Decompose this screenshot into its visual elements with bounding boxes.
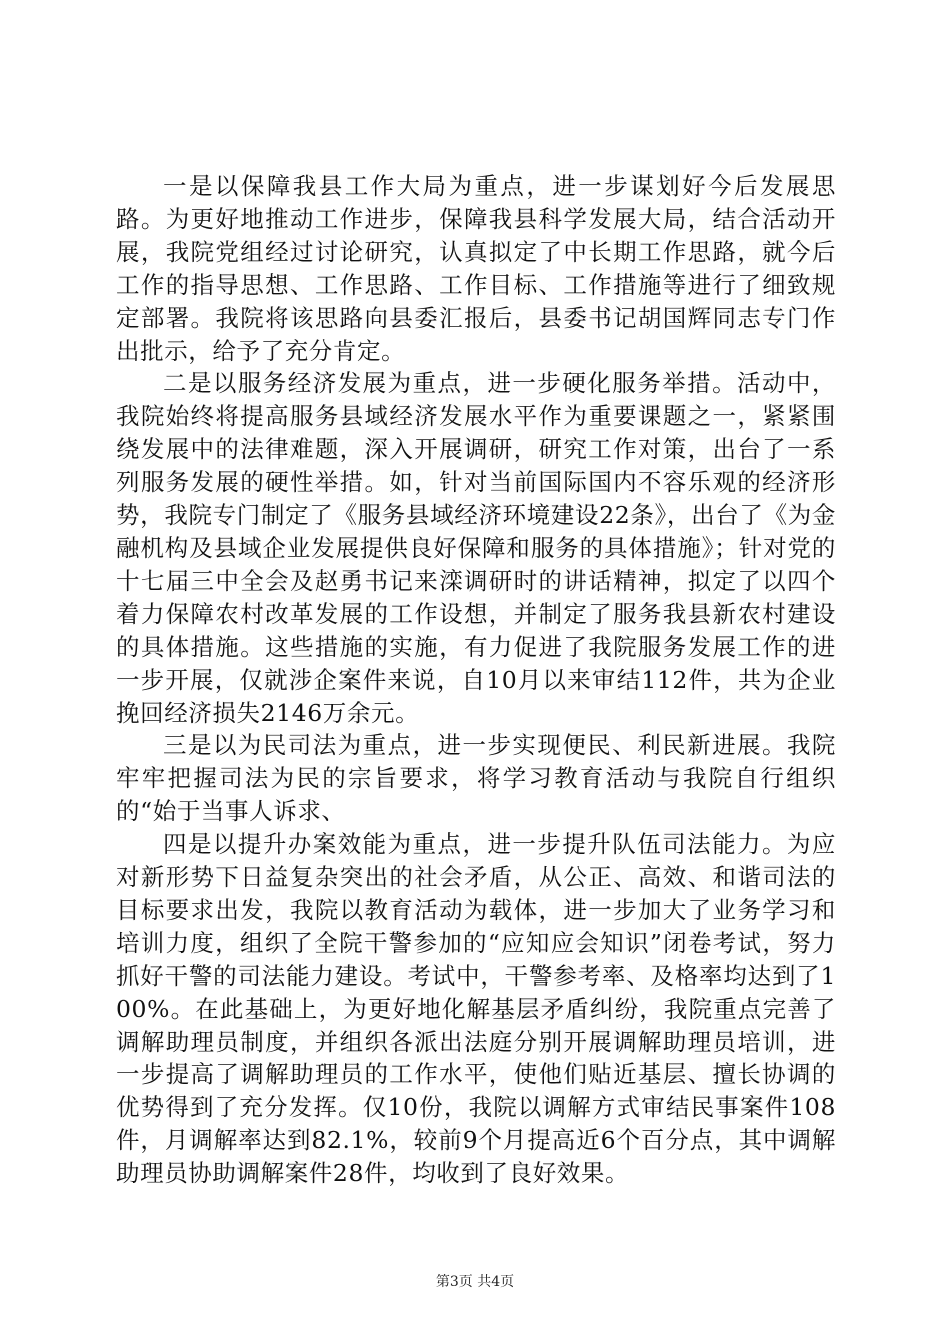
page-footer	[0, 1272, 950, 1292]
paragraph-4: 四是以提升办案效能为重点，进一步提升队伍司法能力。为应对新形势下日益复杂突出的社会矛盾，从公正、高效、和谐司法的目标要求出发，我院以教育活动为载体，进一步加大了业务学习和培训力度，组织了全院干警参加的“应知应会知识”闭卷考试，努力抓好干警的司法能力建设。考试中，干警参考率、及格率均达到了100%。在此基础上，为更好地化解基层矛盾纠纷，我院重点完善了调解助理员制度，并组织各派出法庭分别开展调解助理员培训，进一步提高了调解助理员的工作水平，使他们贴近基层、擅长协调的优势得到了充分发挥。仅10份，我院以调解方式审结民事案件108件，月调解率达到82.1%，较前9个月提高近6个百分点，其中调解助理员协助调解案件28件，均收到了良好效果。	[116, 830, 836, 1188]
page-number: 第3页	[435, 1274, 473, 1290]
document-body	[116, 170, 836, 1190]
paragraph-3: 三是以为民司法为重点，进一步实现便民、利民新进展。我院牢牢把握司法为民的宗旨要求，将学习教育活动与我院自行组织的“始于当事人诉求、	[116, 731, 836, 826]
paragraph-1: 一是以保障我县工作大局为重点，进一步谋划好今后发展思路。为更好地推动工作进步，保障我县科学发展大局，结合活动开展，我院党组经过讨论研究，认真拟定了中长期工作思路，就今后工作的指导思想、工作思路、工作目标、工作措施等进行了细致规定部署。我院将该思路向县委汇报后，县委书记胡国辉同志专门作出批示，给予了充分肯定。	[116, 172, 836, 365]
paragraph-2: 二是以服务经济发展为重点，进一步硬化服务举措。活动中，我院始终将提高服务县域经济发展水平作为重要课题之一，紧紧围绕发展中的法律难题，深入开展调研，研究工作对策，出台了一系列服务发展的硬性举措。如，针对当前国际国内不容乐观的经济形势，我院专门制定了《服务县域经济环境建设22条》，出台了《为金融机构及县域企业发展提供良好保障和服务的具体措施》；针对党的十七届三中全会及赵勇书记来滦调研时的讲话精神，拟定了以四个着力保障农村改革发展的工作设想，并制定了服务我县新农村建设的具体措施。这些措施的实施，有力促进了我院服务发展工作的进一步开展，仅就涉企案件来说，自10月以来审结112件，共为企业挽回经济损失2146万余元。	[116, 369, 836, 727]
page-total: 共4页	[477, 1274, 515, 1290]
